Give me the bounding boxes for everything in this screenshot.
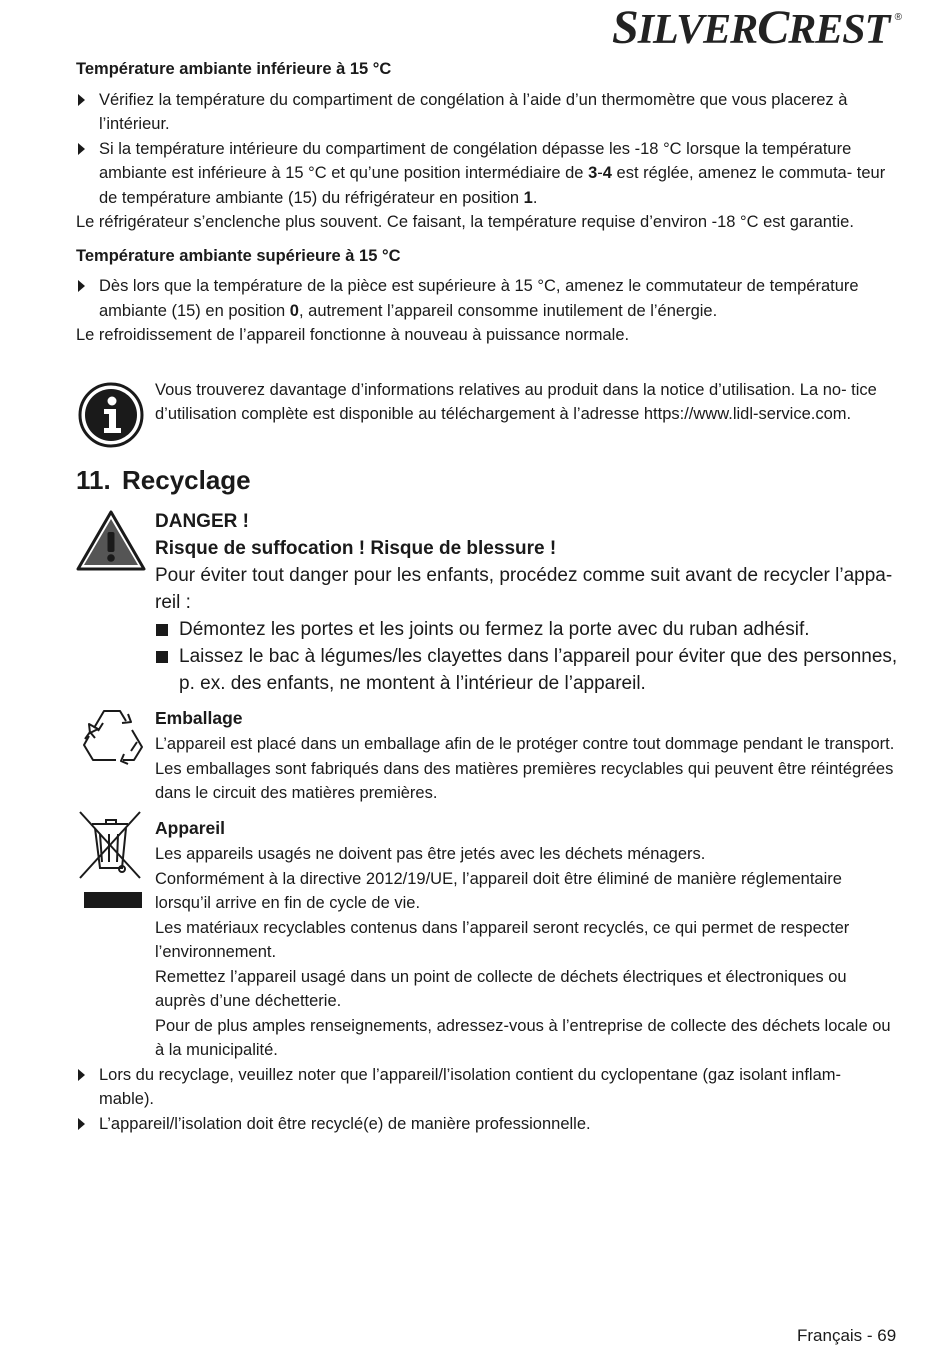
low-temp-heading: Température ambiante inférieure à 15 °C <box>76 60 392 78</box>
danger-intro: Pour éviter tout danger pour les enfants, procédez comme suit avant de recycler l’appa- reil : <box>155 564 893 613</box>
high-temp-heading: Température ambiante supérieure à 15 °C <box>76 246 401 265</box>
bullet-arrow-icon <box>78 94 85 106</box>
brand-logo <box>612 1 902 54</box>
packaging-heading: Emballage <box>155 707 243 728</box>
danger-warning <box>76 508 898 697</box>
device-paragraph: Les matériaux recyclables contenus dans l’appareil seront recyclés, ce qui permet de respecter l’environnement. <box>155 918 850 961</box>
danger-label: DANGER ! <box>155 510 249 532</box>
bullet-square-icon <box>156 624 168 636</box>
device-block <box>76 816 898 1063</box>
bullet-arrow-icon <box>78 280 85 292</box>
crossed-bin-icon <box>78 810 142 912</box>
device-paragraph: Conformément à la directive 2012/19/UE, l’appareil doit être éliminé de manière réglementaire lorsqu’il arrive en fin de cycle de vie. <box>155 869 842 912</box>
danger-item-2: Laissez le bac à légumes/les clayettes dans l’appareil pour éviter que des personnes, p. ex. des enfants, ne montent à l’intérieur de l’appareil. <box>155 643 898 697</box>
warning-triangle-icon <box>76 510 146 572</box>
bullet-square-icon <box>156 651 168 663</box>
packaging-text: L’appareil est placé dans un emballage afin de le protéger contre tout dommage pendant le transport. Les emballages sont fabriqués dans des matières premières recyclables qui peuvent être réintégrées dans le circuit des matières premières. <box>155 735 895 802</box>
device-paragraph: Remettez l’appareil usagé dans un point de collecte de déchets électriques et électroniques ou auprès d’une déchetterie. <box>155 967 847 1010</box>
high-temp-bullet-1: Dès lors que la température de la pièce est supérieure à 15 °C, amenez le commutateur de température ambiante (15) en position 0, autrement l’appareil consomme inutilement de l’énergie. <box>76 274 898 323</box>
low-temp-bullet-2: Si la température intérieure du compartiment de congélation dépasse les -18 °C lorsque la température ambiante est inférieure à 15 °C et qu’une position intermédiaire de 3-4 est réglée, amenez le commuta- teur de température ambiante (15) du réfrigérateur en position 1. <box>76 137 898 211</box>
low-temp-bullet-1: Vérifiez la température du compartiment de congélation à l’aide d’un thermomètre que vous placerez à l’intérieur. <box>76 88 898 137</box>
danger-title: Risque de suffocation ! Risque de blessure ! <box>155 537 557 559</box>
bullet-arrow-icon <box>78 143 85 155</box>
bullet-arrow-icon <box>78 1118 85 1130</box>
registered-mark: ® <box>894 12 902 23</box>
info-icon <box>78 382 144 448</box>
low-temp-note: Le réfrigérateur s’enclenche plus souvent. Ce faisant, la température requise d’environ -18 °C est garantie. <box>76 213 854 231</box>
info-box <box>76 378 898 427</box>
recycling-section-title: 11. Recyclage <box>76 464 251 495</box>
recycling-bullet-2: L’appareil/l’isolation doit être recyclé(e) de manière professionnelle. <box>76 1112 898 1137</box>
page-number: Français - 69 <box>797 1326 897 1345</box>
recycle-icon <box>76 702 148 768</box>
device-paragraph: Pour de plus amples renseignements, adressez-vous à l’entreprise de collecte des déchets locale ou à la municipalité. <box>155 1016 891 1059</box>
device-paragraph: Les appareils usagés ne doivent pas être jetés avec les déchets ménagers. <box>155 845 706 863</box>
packaging-block <box>76 706 898 806</box>
device-heading: Appareil <box>155 817 226 838</box>
brand-logo-text: SILVERCREST <box>612 1 890 54</box>
recycling-bullet-1: Lors du recyclage, veuillez noter que l’appareil/l’isolation contient du cyclopentane (gaz isolant inflam- mable). <box>76 1063 898 1112</box>
info-text: Vous trouverez davantage d’informations relatives au produit dans la notice d’utilisation. La no- tice d’utilisation complète est disponible au téléchargement à l’adresse https://www.lidl-service.com. <box>155 380 877 423</box>
high-temp-note: Le refroidissement de l’appareil fonctionne à nouveau à puissance normale. <box>76 326 630 344</box>
page-content <box>76 55 898 1136</box>
bullet-arrow-icon <box>78 1069 85 1081</box>
danger-item-1: Démontez les portes et les joints ou fermez la porte avec du ruban adhésif. <box>155 616 898 643</box>
